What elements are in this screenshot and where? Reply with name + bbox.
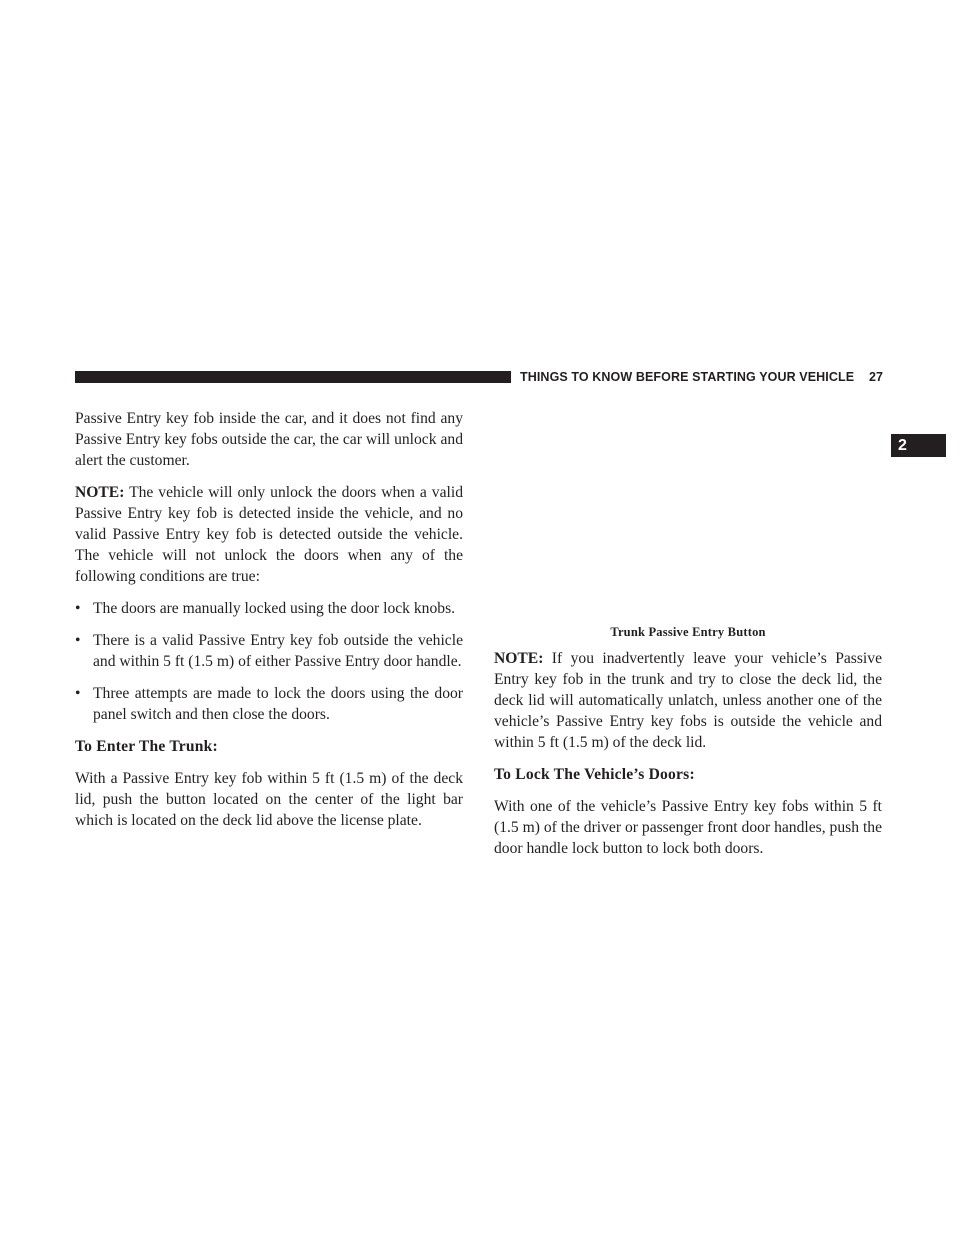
note-label: NOTE: [494, 650, 544, 667]
page-number: 27 [869, 370, 883, 384]
list-item: • The doors are manually locked using the door lock knobs. [75, 598, 463, 619]
section-title: THINGS TO KNOW BEFORE STARTING YOUR VEHICLE [520, 370, 855, 384]
conditions-list [75, 598, 463, 725]
figure-caption: Trunk Passive Entry Button [610, 625, 766, 639]
lock-doors-heading: To Lock The Vehicle’s Doors: [494, 766, 695, 783]
list-item: • Three attempts are made to lock the doors using the door panel switch and then close the doors. [75, 683, 463, 725]
lock-doors-paragraph: With one of the vehicle’s Passive Entry key fobs within 5 ft (1.5 m) of the driver or passenger front door handles, push the door handle lock button to lock both doors. [494, 798, 882, 857]
trunk-heading: To Enter The Trunk: [75, 738, 218, 755]
note-text: If you inadvertently leave your vehicle’s Passive Entry key fob in the trunk and try to close the deck lid, the deck lid will automatically unlatch, unless another one of the vehicle’s Passive Entry key fobs is outside the vehicle and within 5 ft (1.5 m) of the deck lid. [494, 650, 882, 751]
chapter-tab[interactable]: 2 [891, 434, 946, 457]
list-item: • There is a valid Passive Entry key fob outside the vehicle and within 5 ft (1.5 m) of either Passive Entry door handle. [75, 630, 463, 672]
left-column [75, 408, 463, 842]
right-column [494, 648, 882, 870]
figure-area [494, 400, 882, 618]
note-label: NOTE: [75, 484, 125, 501]
header-rule [75, 371, 511, 383]
trunk-paragraph: With a Passive Entry key fob within 5 ft (1.5 m) of the deck lid, push the button located on the center of the light bar which is located on the deck lid above the license plate. [75, 770, 463, 829]
note-paragraph [75, 482, 463, 587]
note-paragraph [494, 648, 882, 753]
intro-paragraph: Passive Entry key fob inside the car, and it does not find any Passive Entry key fobs outside the car, the car will unlock and alert the customer. [75, 410, 463, 469]
note-text: The vehicle will only unlock the doors when a valid Passive Entry key fob is detected inside the vehicle, and no valid Passive Entry key fob is detected outside the vehicle. The vehicle will not unlock the doors when any of the following conditions are true: [75, 484, 463, 585]
